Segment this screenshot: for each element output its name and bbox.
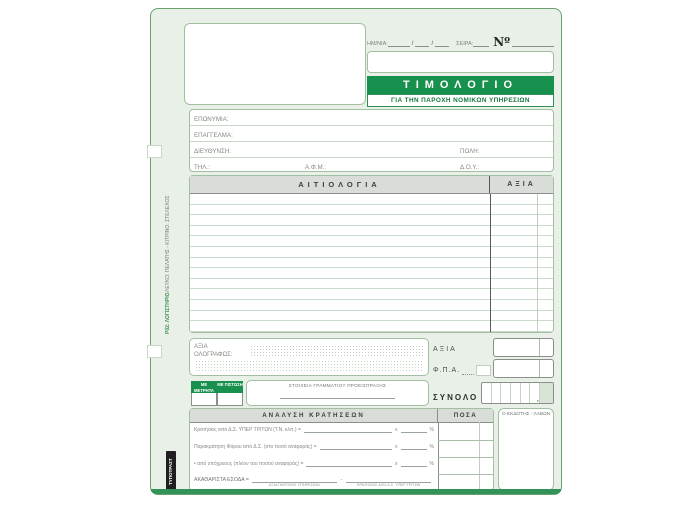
header-block xyxy=(367,33,554,107)
value-in-words-line xyxy=(195,360,423,372)
customer-address-row xyxy=(190,142,553,158)
amounts-header: ΠΟΣΑ xyxy=(453,412,478,419)
vat-row xyxy=(433,365,500,376)
deduction-amount-line xyxy=(304,426,392,433)
date-series-row xyxy=(367,33,554,47)
table-row xyxy=(190,215,553,226)
net-value-box xyxy=(493,338,554,357)
vat-amount-box xyxy=(493,359,554,378)
address-label: ΔΙΕΥΘΥΝΣΗ: xyxy=(194,148,231,155)
percent-symbol: % xyxy=(429,427,434,433)
punch-mark xyxy=(147,345,162,358)
times-symbol: x xyxy=(395,444,398,450)
deductions-analysis-box xyxy=(189,408,494,491)
date-separator: / xyxy=(411,41,414,47)
minus-symbol: - xyxy=(340,477,343,483)
payment-method-checks xyxy=(191,381,243,406)
amounts-row-line xyxy=(438,440,493,441)
deductions-header-row xyxy=(190,409,493,423)
invoice-subtitle: ΓΙΑ ΤΗΝ ΠΑΡΟΧΗ ΝΟΜΙΚΩΝ ΥΠΗΡΕΣΙΩΝ xyxy=(367,94,554,107)
table-row xyxy=(190,321,553,332)
prepayment-slip-box xyxy=(246,380,429,406)
items-table-body xyxy=(190,194,553,332)
deduction-amount-line xyxy=(320,443,393,450)
amounts-row-line xyxy=(438,457,493,458)
cents-divider xyxy=(539,360,540,377)
credit-label: ΜΕ ΠΙΣΤΩΣΗ xyxy=(217,381,243,393)
sheet-bottom-edge xyxy=(151,489,561,494)
value-in-words-box xyxy=(189,338,429,376)
times-symbol: x xyxy=(395,427,398,433)
date-year-line xyxy=(435,37,449,47)
items-table-header xyxy=(190,176,553,194)
city-label: ΠΟΛΗ: xyxy=(460,148,480,155)
percent-symbol: % xyxy=(429,444,434,450)
punch-mark xyxy=(147,145,162,158)
profession-label: ΕΠΑΓΓΕΛΜΑ: xyxy=(194,132,233,139)
amounts-cents-divider xyxy=(479,422,480,490)
vat-label: Φ.Π.Α. xyxy=(433,367,461,374)
table-row xyxy=(190,279,553,290)
date-day-line xyxy=(388,37,410,47)
total-digit-cell xyxy=(501,383,511,403)
value-column-header: ΑΞΙΑ xyxy=(507,181,536,188)
total-amount-box xyxy=(481,382,554,404)
gross-deductions-sublabel: ΚΡΑΤΗΣΕΙΣ ΑΠΟ Δ.Σ. ΥΠΕΡ ΤΡΙΤΩΝ xyxy=(357,483,421,487)
gross-services-line xyxy=(252,475,337,487)
gross-deductions-line xyxy=(346,475,431,487)
deduction-label: • από υπόχρεους (πλέον του ποσού αναφοράς) = xyxy=(194,461,304,467)
margin-code-text: Ρ02: ΛΟΓΙΣΤΗΡΙΟ xyxy=(165,292,171,334)
deduction-rate-line xyxy=(401,426,427,433)
deduction-rate-line xyxy=(401,460,427,467)
table-row xyxy=(190,311,553,322)
deduction-amount-line xyxy=(306,460,392,467)
total-cents-cell xyxy=(540,383,553,403)
deduction-row xyxy=(194,443,434,450)
deduction-row xyxy=(194,426,434,433)
phone-label: ΤΗΛ.: xyxy=(194,164,210,171)
total-decimal-comma: , xyxy=(536,394,539,403)
margin-copies-text: ΛΕΥΚΟ: ΠΕΛΑΤΗΣ - ΚΙΤΡΙΝΟ: ΣΤΕΛΕΧΟΣ xyxy=(165,195,171,293)
gross-income-row xyxy=(194,475,434,487)
total-digit-cell xyxy=(511,383,521,403)
amounts-row-line xyxy=(438,474,493,475)
deduction-label: Κρατήσεις από Δ.Σ. ΥΠΕΡ ΤΡΙΤΩΝ (Τ.Ν. κλπ.) = xyxy=(194,427,301,433)
credit-check xyxy=(217,381,243,406)
invoice-number-line xyxy=(512,37,554,47)
deduction-row xyxy=(194,460,434,467)
deductions-header: ΑΝΑΛΥΣΗ ΚΡΑΤΗΣΕΩΝ xyxy=(190,409,438,422)
table-row xyxy=(190,194,553,205)
total-digit-cell xyxy=(492,383,502,403)
prepayment-label: ΣΤΟΙΧΕΙΑ ΓΡΑΜΜΑΤΙΟΥ ΠΡΟΕΙΣΠΡΑΞΗΣ xyxy=(288,383,387,388)
table-row xyxy=(190,268,553,279)
invoice-sheet xyxy=(150,8,562,495)
line-items-table xyxy=(189,175,554,333)
customer-tax-row xyxy=(190,158,553,173)
invoice-number-symbol: Νº xyxy=(493,35,511,49)
value-in-words-line xyxy=(250,345,423,356)
percent-symbol: % xyxy=(429,461,434,467)
afm-label: Α.Φ.Μ.: xyxy=(305,164,327,171)
vat-rate-box xyxy=(476,365,491,376)
table-row xyxy=(190,247,553,258)
series-line xyxy=(473,37,489,47)
issuer-stamp-area xyxy=(184,23,366,105)
cash-label: ΜΕ ΜΕΤΡΗΤΑ xyxy=(191,381,217,393)
header-blank-box xyxy=(367,51,554,73)
table-row xyxy=(190,258,553,269)
amounts-column-divider xyxy=(438,422,439,490)
deduction-label: Παρακράτηση Φόρου από Δ.Σ. (στο ποσό αναφοράς) = xyxy=(194,444,317,450)
cash-check xyxy=(191,381,217,406)
total-digit-cell xyxy=(521,383,531,403)
cents-divider xyxy=(539,339,540,356)
date-label: ΗΜ/ΝΙΑ: xyxy=(367,41,388,47)
table-row xyxy=(190,300,553,311)
description-column-header: ΑΙΤΙΟΛΟΓΙΑ xyxy=(190,176,490,193)
gross-services-sublabel: ΑΞΙΑ ΠΑΡΟΧΗΣ ΥΠΗΡΕΣΙΩΝ xyxy=(268,483,320,487)
issuer-signature-box xyxy=(498,408,554,491)
date-separator: / xyxy=(431,41,434,47)
net-value-label: ΑΞΙΑ xyxy=(433,346,457,353)
value-column-divider xyxy=(490,194,491,332)
table-row xyxy=(190,236,553,247)
gross-income-label: ΑΚΑΘΑΡΙΣΤΑ ΕΣΟΔΑ = xyxy=(194,477,249,483)
table-row xyxy=(190,205,553,216)
date-month-line xyxy=(415,37,429,47)
total-digit-cell xyxy=(482,383,492,403)
name-label: ΕΠΩΝΥΜΙΑ: xyxy=(194,116,229,123)
total-label: ΣΥΝΟΛΟ xyxy=(433,393,479,402)
times-symbol: x xyxy=(395,461,398,467)
issuer-label: Ο ΕΚΔΟΤΗΣ - ΛΑΒΩΝ xyxy=(501,412,551,417)
value-in-words-label: ΑΞΙΑ ΟΛΟΓΡΑΦΩΣ: xyxy=(194,344,233,358)
cash-checkbox xyxy=(191,393,217,406)
deduction-rate-line xyxy=(401,443,427,450)
customer-profession-row xyxy=(190,126,553,142)
table-row xyxy=(190,226,553,237)
printer-brand-mark: ΤΥΠΟΤΡΑΣΤ xyxy=(166,451,176,493)
vat-rate-line xyxy=(462,367,474,375)
customer-details-box xyxy=(189,109,554,172)
prepayment-line xyxy=(280,398,396,399)
series-label: ΣΕΙΡΑ: xyxy=(456,41,474,47)
margin-print-note xyxy=(165,194,172,334)
table-row xyxy=(190,289,553,300)
customer-name-row xyxy=(190,110,553,126)
credit-checkbox xyxy=(217,393,243,406)
invoice-title: ΤΙΜΟΛΟΓΙΟ xyxy=(367,76,554,94)
cents-column-divider xyxy=(537,194,538,332)
doy-label: Δ.Ο.Υ.: xyxy=(460,164,480,171)
